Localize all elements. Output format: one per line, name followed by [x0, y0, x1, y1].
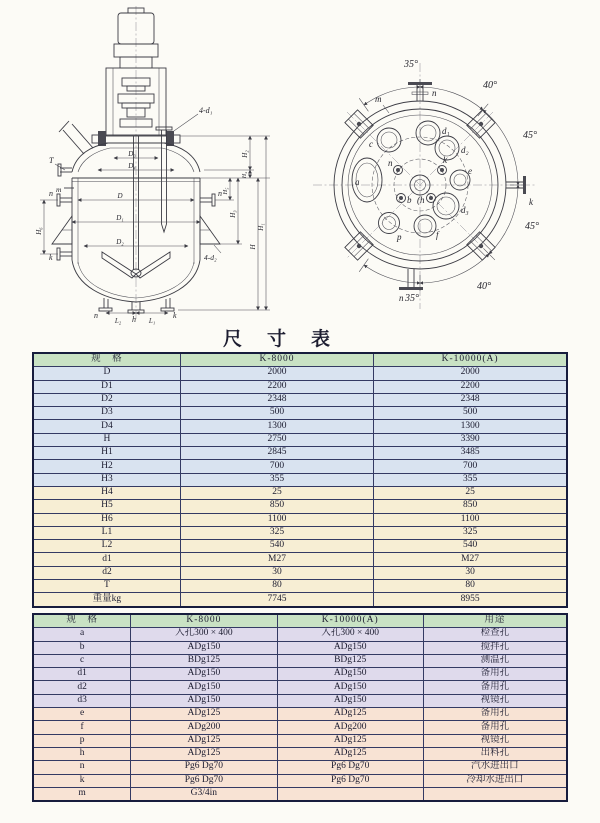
value-cell: 850: [374, 500, 567, 513]
value-cell: 500: [374, 407, 567, 420]
column-header-spec: 规 格: [33, 353, 180, 367]
value-cell: 700: [180, 460, 373, 473]
value-cell: 30: [374, 566, 567, 579]
value-cell: 视镜孔: [423, 734, 567, 747]
value-cell: ADg125: [277, 747, 423, 760]
value-cell: 500: [180, 407, 373, 420]
spec-label-cell: D4: [33, 420, 180, 433]
value-cell: ADg150: [131, 641, 277, 654]
p-hole-label: p: [397, 232, 402, 242]
table-row: [33, 367, 567, 380]
k-bottom-label: k: [173, 311, 177, 320]
column-header-k10000: K-10000(A): [374, 353, 567, 367]
table-row: [33, 694, 567, 707]
value-cell: 视镜孔: [423, 694, 567, 707]
value-cell: 7745: [180, 593, 373, 607]
spec-label-cell: H3: [33, 473, 180, 486]
value-cell: ADg200: [277, 721, 423, 734]
table-row: [33, 747, 567, 760]
table-row: [33, 486, 567, 499]
t-nozzle-label: T: [49, 156, 54, 165]
value-cell: ADg125: [131, 734, 277, 747]
value-cell: 2348: [180, 393, 373, 406]
angle-bottom-label: 35°: [405, 293, 419, 304]
h-dim-label: H: [249, 244, 257, 250]
k-right-label: k: [529, 197, 533, 207]
d4-dim-label: D₄: [128, 162, 136, 170]
value-cell: 2200: [180, 380, 373, 393]
spec-label-cell: d2: [33, 566, 180, 579]
spec-label-cell: L1: [33, 526, 180, 539]
d1-hole-label: d₁: [442, 126, 450, 136]
value-cell: 540: [374, 540, 567, 553]
value-cell: 汽水进出口: [423, 761, 567, 774]
pipe-tees: [383, 82, 526, 290]
d3-hole-label: d₃: [461, 205, 469, 215]
value-cell: 备用孔: [423, 708, 567, 721]
h3-dim-label: H₃: [229, 210, 237, 218]
nozzle-table-header-row: [33, 614, 567, 628]
table-row: [33, 393, 567, 406]
table-row: [33, 500, 567, 513]
value-cell: 80: [374, 580, 567, 593]
table-row: [33, 580, 567, 593]
k-center-label: k: [443, 155, 447, 165]
table-row: [33, 628, 567, 641]
value-cell: Pg6 Dg70: [277, 761, 423, 774]
value-cell: 备用孔: [423, 721, 567, 734]
spec-label-cell: H: [33, 433, 180, 446]
value-cell: 出料孔: [423, 747, 567, 760]
column-header-spec: 规 格: [33, 614, 131, 628]
spec-label-cell: d2: [33, 681, 131, 694]
n-center-label: n: [388, 158, 393, 168]
table-row: [33, 654, 567, 667]
d1-dim-label: D₁: [116, 214, 124, 222]
d-dim-label: D: [117, 192, 123, 200]
value-cell: 入孔300 × 400: [277, 628, 423, 641]
value-cell: BDg125: [131, 654, 277, 667]
n-bottom-label: n: [94, 311, 98, 320]
h6-dim-label: H₆: [35, 227, 43, 235]
spec-label-cell: c: [33, 654, 131, 667]
spec-label-cell: a: [33, 628, 131, 641]
spec-label-cell: b: [33, 641, 131, 654]
e-hole-label: e: [468, 166, 472, 176]
d2-dim-label: D₂: [116, 238, 124, 246]
value-cell: 30: [180, 566, 373, 579]
value-cell: ADg150: [131, 681, 277, 694]
value-cell: 备用孔: [423, 668, 567, 681]
column-header-k8000: K-8000: [131, 614, 277, 628]
spec-label-cell: H5: [33, 500, 180, 513]
spec-label-cell: f: [33, 721, 131, 734]
value-cell: BDg125: [277, 654, 423, 667]
spec-label-cell: p: [33, 734, 131, 747]
n-bottom-hole-label: n: [399, 293, 404, 303]
spec-label-cell: T: [33, 580, 180, 593]
n-left-label: n: [49, 189, 53, 198]
support-brackets: [52, 216, 221, 253]
spec-label-cell: H1: [33, 447, 180, 460]
spec-label-cell: D3: [33, 407, 180, 420]
spec-label-cell: d3: [33, 694, 131, 707]
h2-dim-label: H₂: [241, 150, 249, 158]
h5-dim-label: H₅: [222, 187, 229, 195]
value-cell: 3485: [374, 447, 567, 460]
value-cell: [277, 787, 423, 801]
table-row: [33, 460, 567, 473]
dimension-table: [32, 352, 568, 608]
column-header-use: 用途: [423, 614, 567, 628]
nozzle-table: [32, 613, 568, 802]
value-cell: 备用孔: [423, 681, 567, 694]
bolt-bracket-label: 4-d₂: [204, 253, 217, 262]
height-dimensions: [40, 136, 270, 310]
table-row: [33, 681, 567, 694]
n-top-label: n: [432, 88, 437, 98]
value-cell: ADg150: [277, 641, 423, 654]
table-row: [33, 787, 567, 801]
table-row: [33, 774, 567, 787]
value-cell: 700: [374, 460, 567, 473]
value-cell: M27: [374, 553, 567, 566]
value-cell: M27: [180, 553, 373, 566]
value-cell: 冷却水进出口: [423, 774, 567, 787]
value-cell: 2200: [374, 380, 567, 393]
value-cell: 2348: [374, 393, 567, 406]
vessel-top-head: [59, 121, 200, 232]
value-cell: 2000: [180, 367, 373, 380]
table-row: [33, 761, 567, 774]
spec-label-cell: h: [33, 747, 131, 760]
value-cell: [423, 787, 567, 801]
a-hole-label: a: [355, 177, 360, 187]
spec-label-cell: 重量kg: [33, 593, 180, 607]
h-hole-label: (h: [417, 195, 425, 205]
angle-top-label: 35°: [404, 59, 418, 70]
h1-dim-label: H₁: [257, 223, 265, 231]
table-row: [33, 526, 567, 539]
value-cell: ADg150: [277, 694, 423, 707]
value-cell: 355: [180, 473, 373, 486]
value-cell: 80: [180, 580, 373, 593]
table-row: [33, 433, 567, 446]
m-hole-label: m: [375, 94, 382, 104]
l1-dim-label: L₁: [148, 317, 156, 325]
value-cell: 1300: [374, 420, 567, 433]
spec-label-cell: D2: [33, 393, 180, 406]
column-header-k8000: K-8000: [180, 353, 373, 367]
spec-label-cell: H6: [33, 513, 180, 526]
table-row: [33, 540, 567, 553]
value-cell: ADg125: [131, 747, 277, 760]
value-cell: ADg125: [277, 734, 423, 747]
value-cell: 850: [180, 500, 373, 513]
value-cell: 2750: [180, 433, 373, 446]
spec-label-cell: e: [33, 708, 131, 721]
value-cell: G3/4in: [131, 787, 277, 801]
b-hole-label: b: [407, 195, 412, 205]
table-row: [33, 407, 567, 420]
spec-label-cell: D: [33, 367, 180, 380]
l2-dim-label: L₂: [114, 317, 122, 325]
spec-label-cell: m: [33, 787, 131, 801]
spec-label-cell: H2: [33, 460, 180, 473]
value-cell: Pg6 Dg70: [131, 761, 277, 774]
value-cell: 1100: [374, 513, 567, 526]
table-row: [33, 668, 567, 681]
value-cell: 1300: [180, 420, 373, 433]
angle-right-lower-label: 45°: [525, 221, 539, 232]
spec-label-cell: n: [33, 761, 131, 774]
value-cell: 325: [180, 526, 373, 539]
side-view-drawing: [18, 2, 276, 326]
spec-label-cell: L2: [33, 540, 180, 553]
value-cell: 25: [180, 486, 373, 499]
value-cell: ADg150: [131, 694, 277, 707]
value-cell: ADg125: [277, 708, 423, 721]
bottom-nozzles: [99, 298, 174, 313]
value-cell: 入孔300 × 400: [131, 628, 277, 641]
spec-label-cell: d1: [33, 553, 180, 566]
angle-right-upper-label: 45°: [523, 130, 537, 141]
table-row: [33, 513, 567, 526]
value-cell: ADg150: [277, 668, 423, 681]
value-cell: 检查孔: [423, 628, 567, 641]
d3-dim-label: D₃: [128, 150, 136, 158]
k-left-label: k: [49, 253, 53, 262]
value-cell: 3390: [374, 433, 567, 446]
value-cell: 355: [374, 473, 567, 486]
value-cell: ADg125: [131, 708, 277, 721]
page-title: 尺 寸 表: [222, 329, 333, 350]
value-cell: 8955: [374, 593, 567, 607]
value-cell: 1100: [180, 513, 373, 526]
table-row: [33, 553, 567, 566]
value-cell: Pg6 Dg70: [277, 774, 423, 787]
spec-label-cell: d1: [33, 668, 131, 681]
h-bottom-label: h: [132, 315, 136, 324]
spec-label-cell: H4: [33, 486, 180, 499]
bolt-top-label: 4-d₁: [199, 106, 213, 115]
value-cell: 540: [180, 540, 373, 553]
top-view-drawing: [305, 35, 595, 335]
value-cell: 2845: [180, 447, 373, 460]
table-row: [33, 734, 567, 747]
table-row: [33, 447, 567, 460]
f-hole-label: f: [436, 230, 439, 240]
value-cell: ADg200: [131, 721, 277, 734]
table-row: [33, 473, 567, 486]
column-header-k10000: K-10000(A): [277, 614, 423, 628]
c-hole-label: c: [369, 139, 373, 149]
centerlines: [313, 63, 535, 309]
table-row: [33, 380, 567, 393]
value-cell: 325: [374, 526, 567, 539]
value-cell: 搅拌孔: [423, 641, 567, 654]
table-row: [33, 721, 567, 734]
value-cell: Pg6 Dg70: [131, 774, 277, 787]
value-cell: ADg150: [277, 681, 423, 694]
m-stub-label: m: [56, 185, 62, 194]
value-cell: 测温孔: [423, 654, 567, 667]
value-cell: 2000: [374, 367, 567, 380]
table-row: [33, 641, 567, 654]
angle-bottom-right-label: 40°: [477, 281, 491, 292]
spec-label-cell: D1: [33, 380, 180, 393]
angle-top-right-label: 40°: [483, 80, 497, 91]
spec-label-cell: k: [33, 774, 131, 787]
h4-dim-label: H₄: [242, 171, 248, 179]
d2-hole-label: d₂: [461, 145, 469, 155]
dimension-table-header-row: [33, 353, 567, 367]
table-row: [33, 708, 567, 721]
value-cell: 25: [374, 486, 567, 499]
table-row: [33, 420, 567, 433]
table-row: [33, 566, 567, 579]
n-right-label: n: [218, 189, 222, 198]
value-cell: ADg150: [131, 668, 277, 681]
table-row: [33, 593, 567, 607]
